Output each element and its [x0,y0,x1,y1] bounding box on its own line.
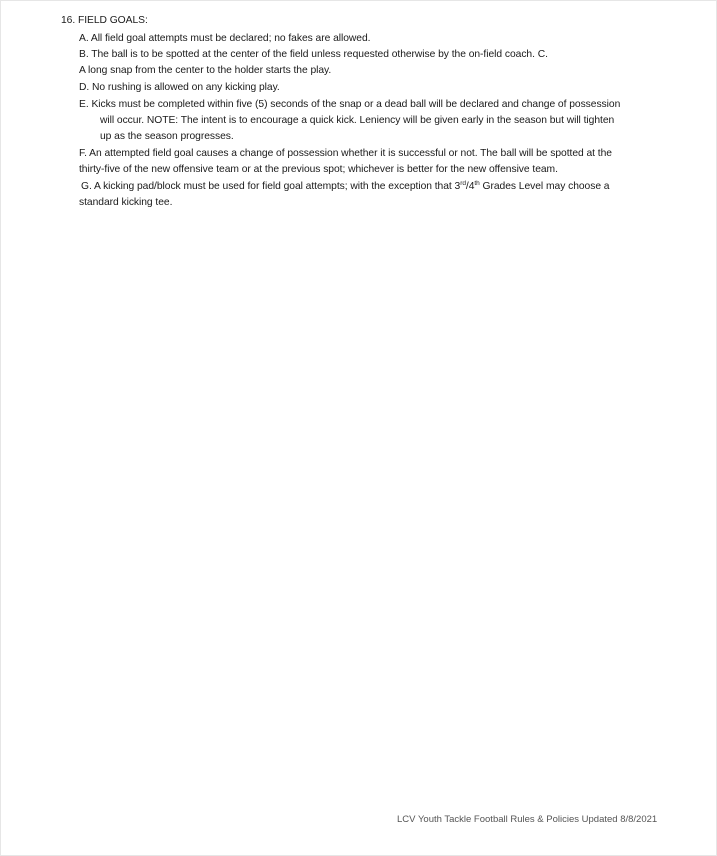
ordinal-rd-superscript: rd [460,180,466,187]
rule-e-text-line-1: E. Kicks must be completed within five (5) seconds of the snap or a dead ball will be declared and change of possession [79,99,621,110]
section-heading: 16. FIELD GOALS: [61,15,148,26]
rule-g-text-after: Grades Level may choose a [479,181,610,192]
rule-d-text: D. No rushing is allowed on any kicking play. [79,82,280,93]
rule-c-text: A long snap from the center to the holder starts the play. [79,65,332,76]
rule-g-text-before: G. A kicking pad/block must be used for field goal attempts; with the exception that 3 [81,181,461,192]
rule-g-text-mid: /4 [465,181,475,192]
rule-e-text-line-3: up as the season progresses. [100,131,234,142]
rule-e-text-line-2: will occur. NOTE: The intent is to encourage a quick kick. Leniency will be given early in the season but will tighten [100,115,615,126]
rule-g-text-line-2: standard kicking tee. [79,197,173,208]
rule-a-text: A. All field goal attempts must be declared; no fakes are allowed. [79,33,371,44]
rule-f-text-line-2: thirty-five of the new offensive team or at the previous spot; whichever is better for the new offensive team. [79,164,558,175]
rule-b-text: B. The ball is to be spotted at the center of the field unless requested otherwise by the on-field coach. C. [79,49,548,60]
ordinal-th-superscript: th [474,180,480,187]
page-footer: LCV Youth Tackle Football Rules & Policies Updated 8/8/2021 [397,814,658,825]
rule-f-text-line-1: F. An attempted field goal causes a change of possession whether it is successful or not. The ball will be spotted at the [79,148,612,159]
rule-g-text-line-1 [81,179,610,195]
